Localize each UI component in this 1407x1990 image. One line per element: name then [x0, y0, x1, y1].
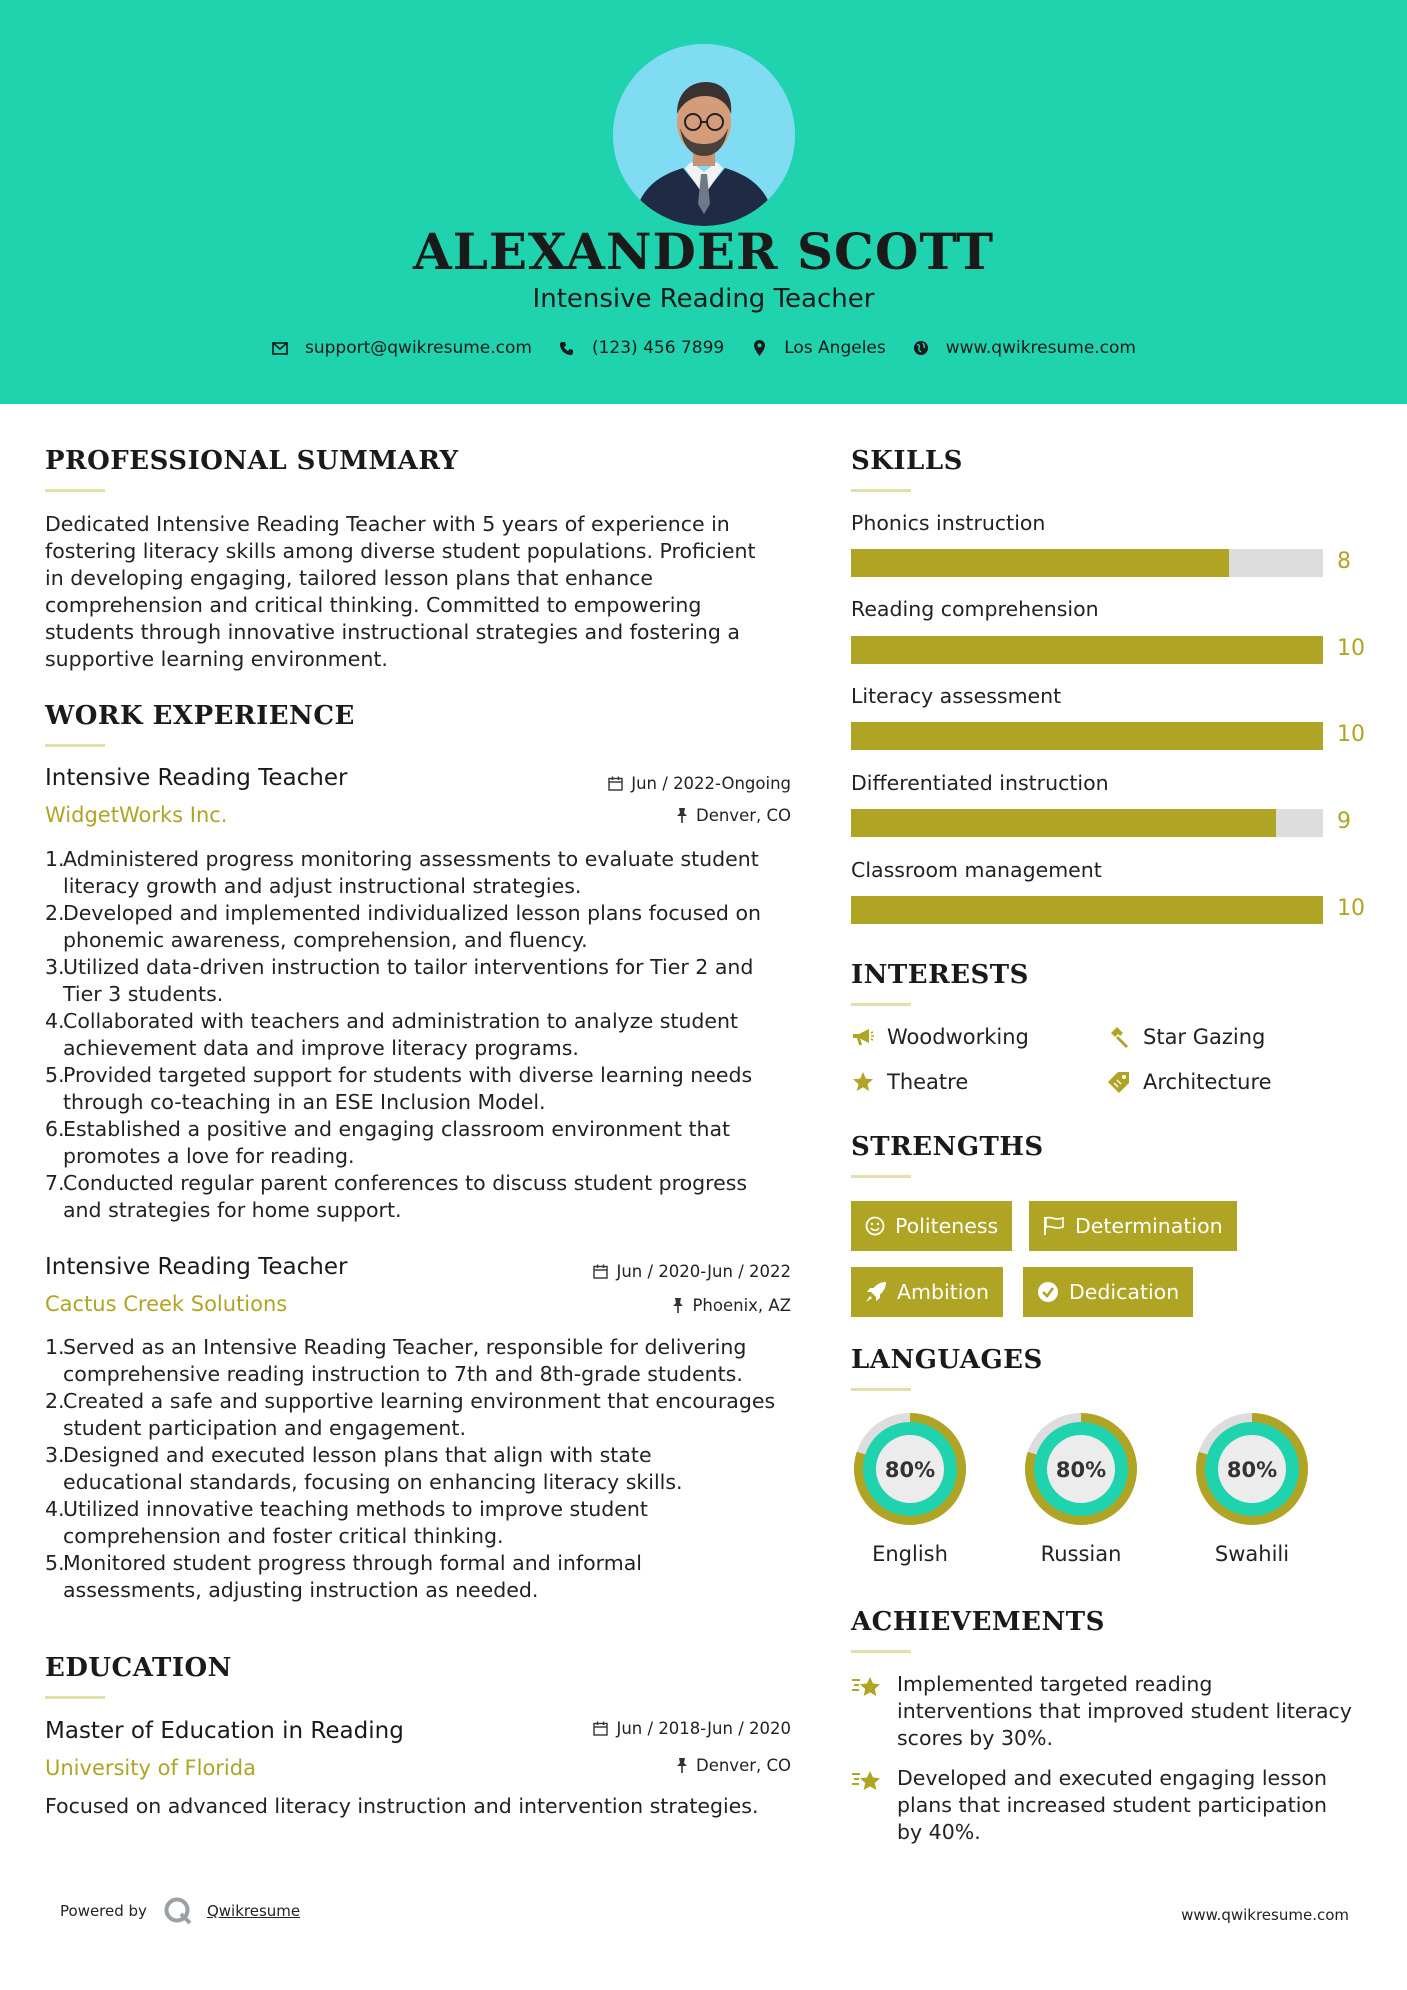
pin-icon — [676, 1758, 688, 1773]
language-item — [1020, 1408, 1142, 1566]
star-badge-icon — [851, 1765, 883, 1797]
job-1-bullets — [45, 846, 805, 1224]
list-item: 3. Designed and executed lesson plans that align with state educational standards, focusing on enhancing literacy skills. — [45, 1442, 805, 1496]
list-item: 3. Utilized data-driven instruction to tailor interventions for Tier 2 and Tier 3 students. — [45, 954, 805, 1008]
bullet-line: comprehension and foster critical thinking. — [63, 1524, 504, 1548]
education-rule — [45, 1696, 105, 1699]
interests-heading: INTERESTS — [851, 960, 1029, 990]
language-item — [1191, 1408, 1313, 1566]
strength-label: Politeness — [895, 1214, 999, 1238]
education-heading: EDUCATION — [45, 1653, 232, 1683]
bullet-line: Utilized innovative teaching methods to improve student — [63, 1497, 648, 1521]
job-1-location-text: Denver, CO — [695, 806, 791, 825]
language-item — [849, 1408, 971, 1566]
qwikresume-logo-icon — [163, 1896, 193, 1926]
contact-bar — [0, 338, 1407, 358]
experience-heading: WORK EXPERIENCE — [45, 701, 355, 731]
skill-value: 9 — [1337, 809, 1351, 834]
skill-label: Reading comprehension — [851, 597, 1099, 621]
education-degree: Master of Education in Reading — [45, 1718, 404, 1744]
language-label: Russian — [1040, 1542, 1122, 1566]
resume-header — [0, 0, 1407, 404]
languages-heading: LANGUAGES — [851, 1345, 1043, 1375]
bullet-line: Provided targeted support for students with diverse learning needs — [63, 1063, 753, 1087]
list-item: 1. Administered progress monitoring assessments to evaluate student literacy growth and adjust instructional strategies. — [45, 846, 805, 900]
skill-bar — [851, 722, 1323, 750]
achievements-rule — [851, 1650, 911, 1653]
language-ring — [1020, 1408, 1142, 1530]
summary-line: comprehension and critical thinking. Committed to empowering — [45, 593, 702, 617]
interest-label: Star Gazing — [1143, 1025, 1266, 1049]
list-item: 2. Created a safe and supportive learning environment that encourages student participation and engagement. — [45, 1388, 805, 1442]
interest-label: Theatre — [887, 1070, 969, 1094]
language-ring — [849, 1408, 971, 1530]
strengths-heading: STRENGTHS — [851, 1132, 1044, 1162]
flag-icon — [1043, 1216, 1065, 1236]
phone-icon — [558, 339, 576, 357]
hammer-icon — [1107, 1025, 1131, 1049]
language-label: English — [872, 1542, 948, 1566]
strength-label: Determination — [1075, 1214, 1223, 1238]
pin-icon — [676, 808, 688, 823]
bullet-line: through co-teaching in an ESE Inclusion Model. — [63, 1090, 546, 1114]
list-item: 4. Utilized innovative teaching methods to improve student comprehension and foster critical thinking. — [45, 1496, 805, 1550]
bullet-line: Administered progress monitoring assessments to evaluate student — [63, 847, 759, 871]
calendar-icon — [608, 776, 623, 791]
list-item: 4. Collaborated with teachers and administration to analyze student achievement data and improve literacy programs. — [45, 1008, 805, 1062]
achievement-item — [851, 1671, 1371, 1752]
bullet-line: Served as an Intensive Reading Teacher, responsible for delivering — [63, 1335, 747, 1359]
skill-bar — [851, 549, 1323, 577]
bullet-line: and strategies for home support. — [63, 1198, 402, 1222]
bullet-line: phonemic awareness, comprehension, and fluency. — [63, 928, 588, 952]
megaphone-icon — [851, 1025, 875, 1049]
skill-value: 10 — [1337, 722, 1365, 747]
strengths-rule — [851, 1175, 911, 1178]
education-location-text: Denver, CO — [695, 1756, 791, 1775]
footer-url[interactable]: www.qwikresume.com — [1181, 1906, 1349, 1924]
job-2-location-text: Phoenix, AZ — [692, 1296, 791, 1315]
footer-powered-by — [60, 1896, 300, 1926]
language-label: Swahili — [1214, 1542, 1290, 1566]
summary-line: supportive learning environment. — [45, 647, 388, 671]
achievement-line: plans that increased student participation — [897, 1793, 1327, 1817]
list-item: 2. Developed and implemented individualized lesson plans focused on phonemic awareness, comprehension, and fluency. — [45, 900, 805, 954]
strength-label: Ambition — [897, 1280, 989, 1304]
languages-rule — [851, 1388, 911, 1391]
bullet-line: Monitored student progress through formal and informal — [63, 1551, 642, 1575]
bullet-line: Utilized data-driven instruction to tailor interventions for Tier 2 and — [63, 955, 754, 979]
contact-website[interactable] — [912, 338, 1136, 358]
achievements-heading: ACHIEVEMENTS — [851, 1607, 1105, 1637]
summary-line: fostering literacy skills among diverse student populations. Proficient — [45, 539, 756, 563]
education-location — [676, 1756, 791, 1775]
smile-icon — [865, 1216, 885, 1236]
bullet-line: Designed and executed lesson plans that align with state — [63, 1443, 652, 1467]
interest-item — [1107, 1070, 1272, 1094]
contact-phone[interactable] — [558, 338, 724, 358]
powered-by-text: Powered by — [60, 1902, 147, 1920]
contact-location-text: Los Angeles — [784, 338, 886, 358]
job-2-bullets — [45, 1334, 805, 1604]
skill-bar — [851, 809, 1323, 837]
summary-text — [45, 511, 795, 673]
education-description: Focused on advanced literacy instruction and intervention strategies. — [45, 1794, 759, 1818]
skills-rule — [851, 489, 911, 492]
bullet-line: Conducted regular parent conferences to discuss student progress — [63, 1171, 748, 1195]
tag-icon — [1107, 1070, 1131, 1094]
skill-bar — [851, 896, 1323, 924]
interest-item — [851, 1025, 1029, 1049]
job-2-dates — [593, 1262, 791, 1281]
job-2-company: Cactus Creek Solutions — [45, 1292, 288, 1316]
bullet-line: Developed and implemented individualized lesson plans focused on — [63, 901, 762, 925]
bullet-line: student participation and engagement. — [63, 1416, 466, 1440]
skill-bar-fill — [851, 722, 1323, 750]
interest-label: Woodworking — [887, 1025, 1029, 1049]
bullet-line: comprehensive reading instruction to 7th and 8th-grade students. — [63, 1362, 743, 1386]
calendar-icon — [593, 1264, 608, 1279]
job-1-title: Intensive Reading Teacher — [45, 765, 348, 791]
education-school: University of Florida — [45, 1756, 256, 1780]
interest-item — [851, 1070, 968, 1094]
interest-item — [1107, 1025, 1265, 1049]
education-dates-text: Jun / 2018-Jun / 2020 — [616, 1719, 791, 1738]
interest-label: Architecture — [1143, 1070, 1272, 1094]
calendar-icon — [593, 1721, 608, 1736]
job-1-dates — [608, 774, 791, 793]
bullet-line: educational standards, focusing on enhancing literacy skills. — [63, 1470, 683, 1494]
strength-badge — [1029, 1201, 1237, 1251]
star-icon — [851, 1070, 875, 1094]
skill-label: Phonics instruction — [851, 511, 1046, 535]
bullet-line: Collaborated with teachers and administration to analyze student — [63, 1009, 739, 1033]
skill-label: Classroom management — [851, 858, 1102, 882]
candidate-title: Intensive Reading Teacher — [532, 284, 875, 314]
brand-link[interactable]: Qwikresume — [206, 1902, 301, 1920]
interests-rule — [851, 1003, 911, 1006]
skill-bar — [851, 636, 1323, 664]
job-2-title: Intensive Reading Teacher — [45, 1254, 348, 1280]
job-2-dates-text: Jun / 2020-Jun / 2022 — [616, 1262, 791, 1281]
list-item: 7. Conducted regular parent conferences to discuss student progress and strategies for home support. — [45, 1170, 805, 1224]
achievement-line: Developed and executed engaging lesson — [897, 1766, 1328, 1790]
job-1-location — [676, 806, 791, 825]
map-marker-icon — [750, 339, 768, 357]
skill-bar-fill — [851, 809, 1276, 837]
list-item: 5. Provided targeted support for students with diverse learning needs through co-teaching in an ESE Inclusion Model. — [45, 1062, 805, 1116]
bullet-line: achievement data and improve literacy programs. — [63, 1036, 579, 1060]
achievement-line: by 40%. — [897, 1820, 981, 1844]
education-dates — [593, 1719, 791, 1738]
person-avatar-icon — [613, 44, 795, 226]
list-item: 1. Served as an Intensive Reading Teacher, responsible for delivering comprehensive reading instruction to 7th and 8th-grade students. — [45, 1334, 805, 1388]
list-item: 6. Established a positive and engaging classroom environment that promotes a love for reading. — [45, 1116, 805, 1170]
contact-email[interactable] — [271, 338, 532, 358]
achievement-line: interventions that improved student literacy — [897, 1699, 1352, 1723]
experience-rule — [45, 744, 105, 747]
bullet-line: assessments, adjusting instruction as needed. — [63, 1578, 539, 1602]
summary-heading: PROFESSIONAL SUMMARY — [45, 446, 459, 476]
language-percent: 80% — [1226, 1458, 1278, 1482]
star-badge-icon — [851, 1671, 883, 1703]
skills-heading: SKILLS — [851, 446, 963, 476]
skill-bar-fill — [851, 896, 1323, 924]
language-percent: 80% — [1055, 1458, 1107, 1482]
candidate-name: ALEXANDER SCOTT — [412, 222, 995, 281]
bullet-line: Tier 3 students. — [63, 982, 224, 1006]
strength-label: Dedication — [1069, 1280, 1180, 1304]
skill-bar-fill — [851, 636, 1323, 664]
contact-website-text: www.qwikresume.com — [945, 338, 1136, 358]
contact-phone-text: (123) 456 7899 — [591, 338, 725, 358]
bullet-line: promotes a love for reading. — [63, 1144, 355, 1168]
summary-line: Dedicated Intensive Reading Teacher with 5 years of experience in — [45, 512, 730, 536]
job-2-location — [672, 1296, 791, 1315]
list-item: 5. Monitored student progress through formal and informal assessments, adjusting instruction as needed. — [45, 1550, 805, 1604]
pin-icon — [672, 1298, 684, 1313]
strength-badge — [851, 1201, 1012, 1251]
summary-rule — [45, 489, 105, 492]
profile-photo — [613, 44, 795, 226]
globe-icon — [912, 339, 930, 357]
skill-value: 8 — [1337, 549, 1351, 574]
rocket-icon — [865, 1281, 887, 1303]
bullet-line: Created a safe and supportive learning environment that encourages — [63, 1389, 776, 1413]
job-1-company: WidgetWorks Inc. — [45, 803, 228, 827]
bullet-line: Established a positive and engaging classroom environment that — [63, 1117, 731, 1141]
bullet-line: literacy growth and adjust instructional strategies. — [63, 874, 582, 898]
skill-value: 10 — [1337, 636, 1365, 661]
skill-value: 10 — [1337, 896, 1365, 921]
contact-location — [750, 338, 886, 358]
check-circle-icon — [1037, 1281, 1059, 1303]
achievement-item — [851, 1765, 1371, 1846]
language-ring — [1191, 1408, 1313, 1530]
achievement-line: Implemented targeted reading — [897, 1672, 1213, 1696]
strength-badge — [851, 1267, 1003, 1317]
summary-line: students through innovative instructional strategies and fostering a — [45, 620, 740, 644]
summary-line: in developing engaging, tailored lesson plans that enhance — [45, 566, 653, 590]
job-1-dates-text: Jun / 2022-Ongoing — [631, 774, 791, 793]
language-percent: 80% — [884, 1458, 936, 1482]
contact-email-text: support@qwikresume.com — [305, 338, 532, 358]
skill-bar-fill — [851, 549, 1229, 577]
strength-badge — [1023, 1267, 1193, 1317]
achievement-line: scores by 30%. — [897, 1726, 1054, 1750]
skill-label: Differentiated instruction — [851, 771, 1109, 795]
envelope-icon — [271, 339, 289, 357]
skill-label: Literacy assessment — [851, 684, 1062, 708]
